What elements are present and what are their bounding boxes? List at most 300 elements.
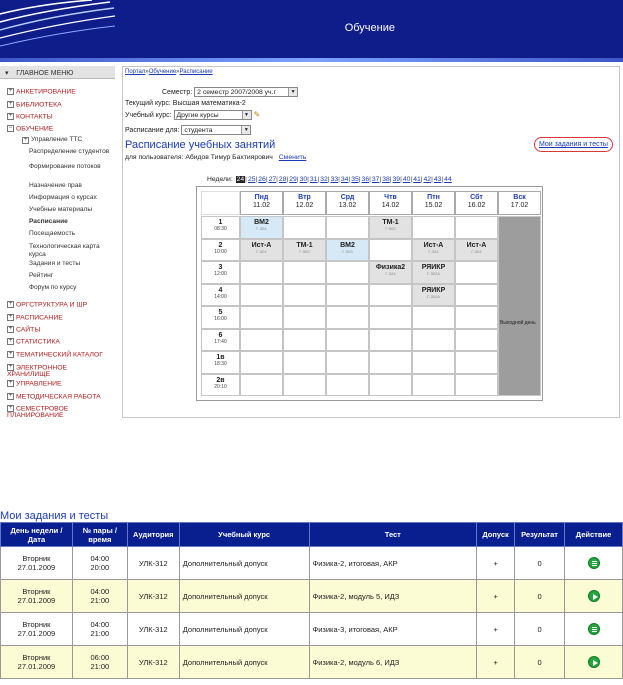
sidebar-menu [0, 82, 115, 420]
sidebar-subitem-label: Управление ТТС [31, 136, 83, 143]
lesson-room: Г-324 [385, 271, 396, 276]
play-icon[interactable] [588, 590, 600, 602]
breadcrumb [125, 69, 213, 75]
day-header [240, 191, 283, 215]
time-start: 04:00 [90, 554, 110, 563]
week-link[interactable]: 44 [444, 176, 452, 183]
collapse-icon[interactable]: − [8, 125, 13, 131]
time-end: 21:00 [90, 629, 110, 638]
breadcrumb-link[interactable]: Обучение [148, 69, 177, 75]
logo-swoosh-icon [0, 0, 115, 62]
sidebar-subitem[interactable] [29, 272, 115, 280]
day-name: Срд [340, 194, 355, 201]
week-separator: | [255, 176, 258, 183]
lesson-room: Г-302А [427, 293, 440, 299]
expand-icon[interactable]: + [8, 314, 13, 320]
pair-number: 2 [218, 241, 223, 249]
sidebar-item-label: СТАТИСТИКА [16, 338, 60, 346]
day-date: 17.02 [510, 202, 529, 209]
day-name: Птн [427, 194, 440, 201]
weeks-label: Недели: [207, 176, 233, 183]
expand-icon[interactable]: + [8, 326, 13, 332]
expand-icon[interactable]: + [8, 101, 13, 107]
action-cell [565, 580, 623, 613]
time-cell [72, 646, 127, 679]
expand-icon[interactable]: + [8, 351, 13, 357]
user-label: для пользователя: [125, 154, 184, 161]
course-cell: Дополнительный допуск [179, 646, 309, 679]
day-off-label: Выходной день [500, 320, 536, 326]
lesson-room: Г-324 [428, 248, 439, 254]
week-separator: | [441, 176, 444, 183]
empty-cell[interactable] [326, 351, 369, 374]
play-icon[interactable] [588, 656, 600, 668]
sidebar-item[interactable] [7, 88, 76, 95]
pair-header [201, 239, 240, 262]
sidebar-item[interactable] [7, 113, 53, 120]
week-link[interactable]: 34 [340, 176, 349, 183]
empty-cell[interactable] [455, 261, 498, 284]
lesson-name: ТМ-1 [296, 241, 313, 249]
sidebar-item[interactable] [7, 101, 62, 108]
lesson-room: Г-902 [385, 226, 396, 231]
empty-cell[interactable] [369, 306, 412, 329]
lesson-cell[interactable] [412, 261, 455, 284]
day-date-cell [1, 613, 73, 646]
grid-corner [201, 191, 240, 215]
week-link[interactable]: 41 [413, 176, 421, 183]
day-date-cell [1, 646, 73, 679]
sidebar-subitem-label: Посещаемость [29, 230, 76, 237]
lesson-name: РЯИКР [421, 264, 446, 271]
course-row [125, 110, 260, 120]
week-separator: | [327, 176, 330, 183]
week-separator: | [389, 176, 392, 183]
sidebar-subitem-label: Распределение студентов [29, 148, 110, 155]
day-header [326, 191, 369, 215]
result-cell: 0 [515, 613, 565, 646]
page-header-title: Обучение [344, 22, 395, 34]
lesson-cell[interactable] [283, 239, 326, 262]
pair-number: 1 [218, 219, 223, 226]
menu-bullet-icon: ▾ [5, 70, 9, 77]
empty-cell[interactable] [369, 239, 412, 262]
empty-cell[interactable] [240, 261, 283, 284]
empty-cell[interactable] [240, 351, 283, 374]
pair-number: 3 [218, 264, 223, 271]
day-name: Пнд [254, 194, 269, 201]
week-separator: | [276, 176, 278, 183]
day-date: 13.02 [338, 202, 357, 209]
change-user-link[interactable]: Сменить [278, 154, 307, 161]
sidebar-subitem[interactable] [29, 182, 115, 190]
current-course-row [125, 100, 246, 107]
sidebar-subitem-label: Информация о курсах [29, 194, 97, 201]
day-header [455, 191, 498, 215]
week-link[interactable]: 33 [330, 176, 339, 183]
sidebar-subitem[interactable] [29, 148, 115, 156]
week-separator: | [369, 176, 371, 183]
current-course-value: Высшая математика-2 [172, 100, 246, 107]
pair-time: 16:00 [214, 316, 227, 322]
main-menu-title: ГЛАВНОЕ МЕНЮ [16, 70, 74, 77]
empty-cell[interactable] [283, 329, 326, 352]
column-header: Аудитория [127, 523, 179, 547]
my-tasks-title: Мои задания и тесты [0, 510, 109, 522]
course-cell: Дополнительный допуск [179, 547, 309, 580]
header-banner [0, 0, 623, 62]
expand-icon[interactable]: + [8, 301, 13, 307]
lesson-cell[interactable] [240, 216, 283, 239]
week-separator: | [296, 176, 299, 183]
lesson-name: ВМ2 [340, 241, 355, 249]
sidebar-subitem-label: Назначение прав [29, 182, 82, 189]
sidebar-item-label: САЙТЫ [16, 326, 41, 334]
pair-time: 18:30 [214, 361, 227, 367]
weekday: Вторник [22, 587, 51, 596]
action-cell [565, 547, 623, 580]
pair-number: 2в [216, 376, 225, 384]
column-header: № пары / время [72, 523, 127, 547]
lesson-room: Г-324 [256, 248, 267, 254]
empty-cell[interactable] [455, 351, 498, 374]
lesson-room: Г-302А [427, 271, 440, 276]
week-link[interactable]: 29 [289, 176, 297, 183]
week-link[interactable]: 28 [278, 176, 287, 183]
day-off-column [498, 216, 541, 396]
sidebar-subitem[interactable] [29, 218, 115, 226]
user-name: Абидов Тимур Бахтиярович [185, 154, 273, 161]
time-end: 21:00 [90, 596, 110, 605]
pair-header [201, 284, 240, 307]
week-separator: | [431, 176, 433, 183]
admit-cell: + [477, 547, 515, 580]
lesson-room: Г-324 [256, 226, 267, 231]
empty-cell[interactable] [369, 329, 412, 352]
day-date-cell [1, 547, 73, 580]
week-link[interactable]: 30 [299, 176, 308, 183]
lesson-cell[interactable] [455, 239, 498, 262]
empty-cell[interactable] [326, 329, 369, 352]
sidebar-subitem-label: Технологическая карта курса [29, 243, 100, 258]
empty-cell[interactable] [455, 329, 498, 352]
date: 27.01.2009 [17, 563, 56, 572]
expand-icon[interactable]: + [8, 405, 13, 411]
tasks-table [0, 522, 623, 679]
sidebar-subitem[interactable] [29, 260, 115, 268]
course-label: Учебный курс: [125, 112, 172, 119]
expand-icon[interactable]: + [8, 393, 13, 399]
expand-icon[interactable]: + [8, 364, 13, 370]
sidebar-item[interactable] [7, 125, 53, 132]
test-cell: Физика-3, итоговая, АКР [309, 613, 477, 646]
time-cell [72, 580, 127, 613]
week-link[interactable]: 43 [433, 176, 442, 183]
empty-cell[interactable] [326, 374, 369, 397]
empty-cell[interactable] [283, 216, 326, 239]
empty-cell[interactable] [283, 306, 326, 329]
week-link[interactable]: 39 [392, 176, 401, 183]
date: 27.01.2009 [17, 629, 56, 638]
sidebar-item-label: АНКЕТИРОВАНИЕ [16, 88, 76, 96]
week-link[interactable]: 25 [247, 176, 256, 183]
empty-cell[interactable] [412, 329, 455, 352]
room-cell: УЛК-312 [127, 547, 179, 580]
lesson-room: Г-324 [471, 248, 482, 254]
semester-label: Семестр: [162, 88, 193, 96]
time-start: 04:00 [90, 620, 110, 629]
week-link[interactable]: 32 [320, 176, 328, 183]
table-row [1, 646, 623, 679]
lesson-name: РЯИКР [421, 286, 446, 294]
test-cell: Физика-2, итоговая, АКР [309, 547, 477, 580]
semester-select[interactable]: 2 семестр 2007/2008 уч.г ▼ [194, 87, 298, 97]
date: 27.01.2009 [17, 596, 56, 605]
empty-cell[interactable] [240, 284, 283, 307]
week-link[interactable]: 38 [382, 176, 390, 183]
sidebar-subitem-label: Расписание [29, 218, 68, 225]
sidebar-item[interactable] [7, 393, 101, 400]
expand-icon[interactable]: + [23, 137, 28, 143]
pair-number: 5 [218, 309, 223, 316]
result-cell: 0 [515, 580, 565, 613]
sidebar-item[interactable] [7, 314, 63, 321]
empty-cell[interactable] [326, 284, 369, 307]
empty-cell[interactable] [326, 306, 369, 329]
week-separator: | [379, 176, 382, 183]
column-header: Учебный курс [179, 523, 309, 547]
result-cell: 0 [515, 547, 565, 580]
pair-number: 6 [218, 331, 223, 339]
pair-header [201, 306, 240, 329]
breadcrumb-separator: » [145, 69, 149, 75]
schedule-grid [196, 186, 543, 401]
week-link[interactable]: 24 [236, 176, 245, 183]
chevron-down-icon: ▼ [241, 126, 250, 134]
schedule-title: Расписание учебных занятий [125, 139, 276, 151]
week-separator: | [410, 176, 413, 183]
week-link[interactable]: 42 [423, 176, 432, 183]
week-link[interactable]: 40 [402, 176, 411, 183]
column-header: Действие [565, 523, 623, 547]
sidebar-item[interactable] [7, 338, 60, 345]
sidebar-item-label: СЕМЕСТРОВОЕ ПЛАНИРОВАНИЕ [7, 405, 69, 420]
lesson-name: Физика2 [375, 264, 406, 271]
empty-cell[interactable] [283, 351, 326, 374]
lesson-room: Г-902 [299, 248, 310, 254]
sidebar-subitem[interactable] [29, 243, 115, 258]
week-separator: | [245, 176, 247, 183]
week-separator: | [265, 176, 268, 183]
pair-number: 4 [218, 286, 223, 294]
empty-cell[interactable] [369, 351, 412, 374]
week-link[interactable]: 31 [309, 176, 318, 183]
pair-header [201, 261, 240, 284]
sidebar-subitem[interactable] [29, 230, 115, 238]
sidebar-item-label: БИБЛИОТЕКА [16, 101, 62, 109]
table-row [1, 547, 623, 580]
time-end: 21:00 [90, 662, 110, 671]
empty-cell[interactable] [240, 329, 283, 352]
pair-number: 1в [216, 354, 225, 361]
empty-cell[interactable] [240, 374, 283, 397]
empty-cell[interactable] [326, 216, 369, 239]
breadcrumb-link[interactable]: Портал [125, 69, 146, 75]
empty-cell[interactable] [412, 351, 455, 374]
column-header: Результат [515, 523, 565, 547]
lesson-name: ВМ2 [254, 219, 269, 226]
empty-cell[interactable] [455, 284, 498, 307]
day-name: Сбт [470, 194, 483, 201]
empty-cell[interactable] [326, 261, 369, 284]
sidebar-subitem[interactable] [22, 136, 108, 144]
chevron-down-icon: ▼ [288, 88, 297, 96]
sidebar-item-label: РАСПИСАНИЕ [16, 314, 63, 322]
main-menu-header[interactable] [0, 66, 115, 79]
sidebar-item-label: ТЕМАТИЧЕСКИЙ КАТАЛОГ [16, 351, 103, 359]
lesson-name: ТМ-1 [382, 219, 399, 226]
sidebar-item[interactable] [7, 326, 40, 333]
lesson-cell[interactable] [369, 261, 412, 284]
empty-cell[interactable] [283, 374, 326, 397]
time-cell [72, 547, 127, 580]
semester-row [162, 87, 298, 97]
pair-time: 08:30 [214, 226, 227, 232]
day-date-cell [1, 580, 73, 613]
pair-time: 10:00 [214, 248, 227, 255]
course-cell: Дополнительный допуск [179, 613, 309, 646]
admit-cell: + [477, 580, 515, 613]
week-separator: | [358, 176, 361, 183]
empty-cell[interactable] [240, 306, 283, 329]
time-start: 04:00 [90, 587, 110, 596]
course-select[interactable]: Другие курсы ▼ [174, 110, 252, 120]
pair-time: 12:00 [214, 271, 227, 277]
week-link[interactable]: 37 [371, 176, 380, 183]
sidebar-item[interactable] [7, 405, 107, 419]
sidebar-item-label: ОБУЧЕНИЕ [16, 125, 54, 133]
week-separator: | [307, 176, 309, 183]
action-cell [565, 613, 623, 646]
day-name: Чтв [384, 194, 397, 201]
day-date: 11.02 [253, 202, 270, 209]
sidebar-subitem[interactable] [29, 206, 115, 214]
pair-header [201, 351, 240, 374]
breadcrumb-separator: » [176, 69, 180, 75]
action-cell [565, 646, 623, 679]
expand-icon[interactable]: + [8, 338, 13, 344]
time-start: 06:00 [90, 653, 110, 662]
pair-header [201, 216, 240, 239]
lesson-cell[interactable] [412, 284, 455, 307]
empty-cell[interactable] [412, 216, 455, 239]
week-separator: | [286, 176, 289, 183]
room-cell: УЛК-312 [127, 580, 179, 613]
sidebar-subitem-label: Учебные материалы [29, 206, 93, 213]
day-date: 14.02 [381, 202, 400, 209]
empty-cell[interactable] [455, 374, 498, 397]
pair-time: 17:40 [214, 338, 227, 345]
sidebar-item-label: КОНТАКТЫ [16, 113, 53, 121]
week-separator: | [420, 176, 423, 183]
day-date: 15.02 [424, 202, 443, 209]
expand-icon[interactable]: + [8, 88, 13, 94]
date: 27.01.2009 [17, 662, 56, 671]
sidebar-item-label: УПРАВЛЕНИЕ [16, 380, 62, 388]
week-link[interactable]: 27 [268, 176, 277, 183]
lesson-name: Ист-А [466, 241, 487, 249]
lesson-cell[interactable] [412, 239, 455, 262]
week-separator: | [317, 176, 320, 183]
sidebar-item-label: МЕТОДИЧЕСКАЯ РАБОТА [16, 393, 101, 401]
day-name: Вск [513, 194, 526, 201]
sidebar-subitem[interactable] [29, 163, 115, 171]
lesson-name: Ист-А [423, 241, 444, 249]
test-cell: Физика-2, модуль 5, ИДЗ [309, 580, 477, 613]
empty-cell[interactable] [369, 374, 412, 397]
sidebar-subitem[interactable] [29, 284, 115, 292]
empty-cell[interactable] [369, 284, 412, 307]
room-cell: УЛК-312 [127, 613, 179, 646]
schedule-for-row [125, 125, 251, 135]
table-row [1, 580, 623, 613]
empty-cell[interactable] [455, 216, 498, 239]
sidebar-item-label: ОРГСТРУКТУРА И ШР [16, 301, 88, 309]
lesson-cell[interactable] [326, 239, 369, 262]
week-separator: | [400, 176, 402, 183]
sidebar-subitem[interactable] [29, 194, 115, 202]
my-tasks-link[interactable]: Мои задания и тесты [534, 137, 613, 152]
column-header: Допуск [477, 523, 515, 547]
time-cell [72, 613, 127, 646]
week-link[interactable]: 36 [361, 176, 370, 183]
lesson-name: Ист-А [251, 241, 272, 249]
empty-cell[interactable] [412, 306, 455, 329]
breadcrumb-link[interactable]: Расписание [179, 69, 213, 75]
table-row [1, 613, 623, 646]
list-icon[interactable] [588, 557, 600, 569]
week-link[interactable]: 26 [258, 176, 266, 183]
sidebar-item[interactable] [7, 301, 87, 308]
empty-cell[interactable] [283, 261, 326, 284]
expand-icon[interactable]: + [8, 113, 13, 119]
weekday: Вторник [22, 620, 51, 629]
weekday: Вторник [22, 653, 51, 662]
sidebar-item[interactable] [7, 364, 107, 378]
sidebar-item[interactable] [7, 380, 62, 387]
expand-icon[interactable]: + [8, 380, 13, 386]
pair-time: 14:00 [214, 293, 227, 300]
admit-cell: + [477, 613, 515, 646]
edit-icon[interactable]: ✎ [253, 110, 261, 119]
lesson-cell[interactable] [240, 239, 283, 262]
sidebar-item[interactable] [7, 351, 103, 358]
empty-cell[interactable] [283, 284, 326, 307]
sidebar-subitem-label: Форум по курсу [29, 284, 77, 291]
list-icon[interactable] [588, 623, 600, 635]
admit-cell: + [477, 646, 515, 679]
empty-cell[interactable] [455, 306, 498, 329]
schedule-for-label: Расписание для: [125, 126, 180, 134]
week-link[interactable]: 35 [351, 176, 359, 183]
sidebar-subitem-label: Рейтинг [29, 272, 54, 279]
schedule-for-select[interactable]: студента ▼ [181, 125, 251, 135]
sidebar-subitem-label: Формирование потоков [29, 163, 101, 170]
weeks-nav [207, 176, 452, 183]
lesson-cell[interactable] [369, 216, 412, 239]
sidebar-subitem-label: Задания и тесты [29, 260, 81, 267]
empty-cell[interactable] [412, 374, 455, 397]
